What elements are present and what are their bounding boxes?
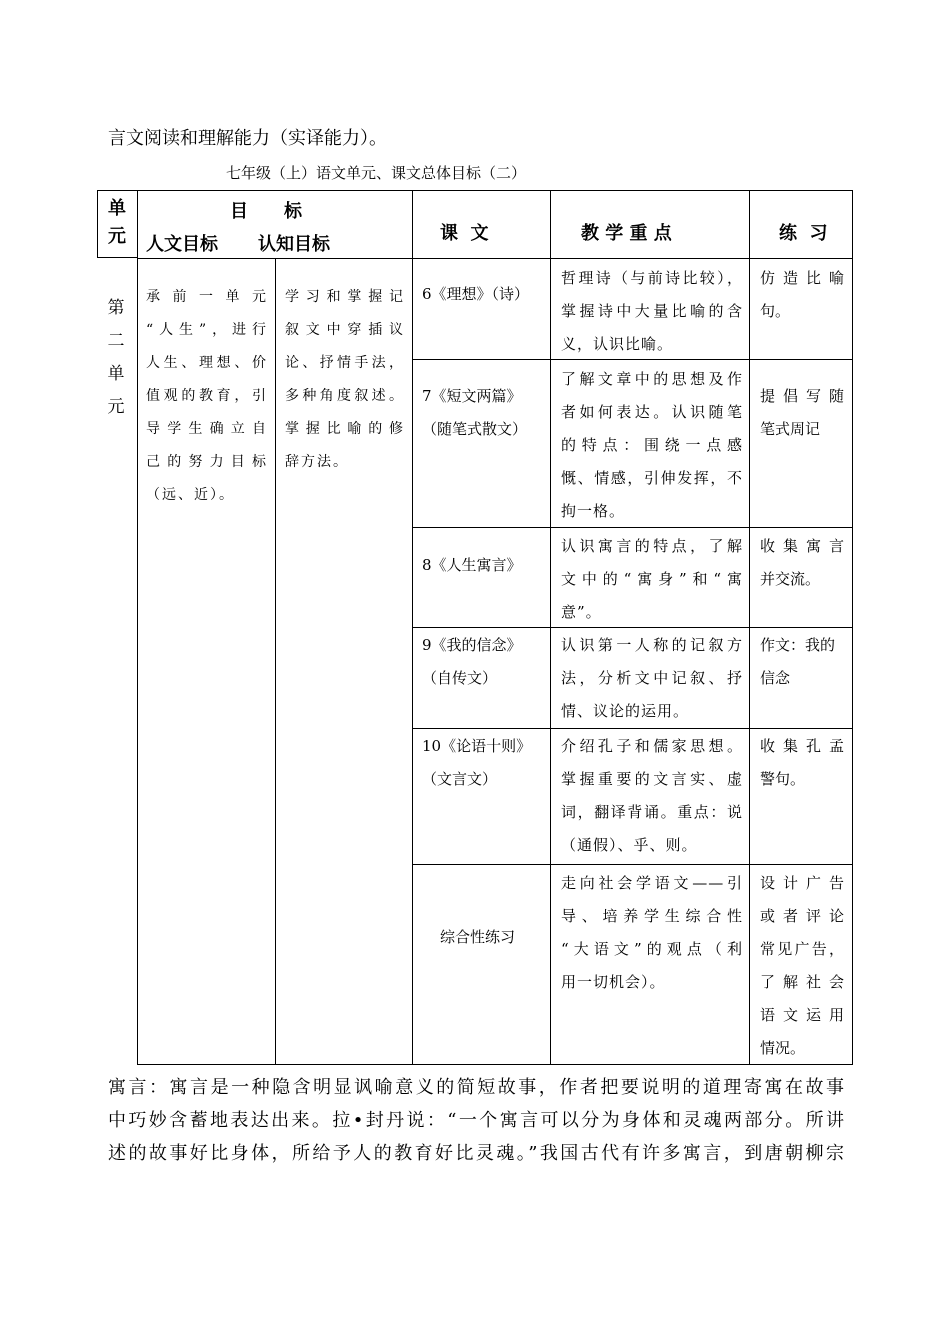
row-2-practice [760,380,844,446]
header-goal-cognitive: 认知目标 [258,234,330,255]
goal-line: 值观的教育，引 [146,388,268,404]
goal-line: 人生、理想、价 [146,355,268,371]
practice-line: 常见广告， [760,940,844,958]
row-5-practice [760,730,844,796]
table-border-left [97,190,98,258]
focus-line: 导、培养学生综合性 [561,907,743,925]
table-border-right [852,190,853,1065]
focus-line: 拘一格。 [561,502,626,520]
focus-line: 的特点：围绕一点感 [561,436,743,454]
row-5-focus [561,730,743,862]
focus-line: 掌握诗中大量比喻的含 [561,302,743,320]
goal-line: 己的努力目标 [146,454,268,470]
humanistic-goal [146,281,268,512]
table-rule [275,258,276,1065]
cognitive-goal [285,281,405,479]
practice-line: 警句。 [760,770,806,788]
text-line: 10《论语十则》 [422,737,532,755]
table-rule [97,257,137,258]
practice-line: 作文：我的 [760,636,836,654]
goal-line: 承 前 一 单 元 [146,289,268,305]
text-line: 9《我的信念》 [422,636,522,654]
table-rule [412,728,853,729]
table-border-top [97,190,853,191]
focus-line: 介绍孔子和儒家思想。 [561,737,743,755]
goal-line: 辞方法。 [285,454,349,470]
table-caption: 七年级（上）语文单元、课文总体目标（二） [226,164,527,182]
focus-line: 文中的“寓身”和“寓 [561,570,743,588]
row-1-practice [760,262,844,328]
table-rule [137,190,138,1065]
row-6-text [440,921,515,954]
row-5-text [422,730,531,796]
practice-line: 设计广告 [760,874,844,892]
practice-line: 收集孔孟 [760,737,844,755]
goal-line: （远、近）。 [146,487,235,503]
practice-line: 情况。 [760,1039,806,1057]
focus-line: 慨、情感，引伸发挥，不 [561,469,743,487]
header-goal-humanistic: 人文目标 [146,234,218,255]
table-header-rule [137,258,853,259]
focus-line: 认识寓言的特点，了解 [561,537,743,555]
goal-line: 学习和掌握记 [285,289,405,305]
table-rule [412,864,853,865]
table-rule [412,190,413,1065]
header-unit-char: 元 [108,226,126,247]
paragraph-line: 中巧妙含蓄地表达出来。拉•封丹说：“一个寓言可以分为身体和灵魂两部分。所讲 [108,1110,844,1131]
goal-line: 论、抒情手法， [285,355,405,371]
focus-line: 法，分析文中记叙、抒 [561,669,743,687]
table-rule [749,190,750,1065]
row-1-focus [561,262,743,361]
row-6-focus [561,867,743,999]
text-line: 6《理想》（诗） [422,285,530,303]
text-line: （文言文） [422,770,498,788]
header-focus: 教 学 重 点 [581,223,672,244]
focus-line: 掌握重要的文言实、虚 [561,770,743,788]
focus-line: “大语文”的观点（利 [561,940,743,958]
row-3-focus [561,530,743,629]
row-1-text [422,278,529,311]
unit-name-char: 元 [107,397,125,417]
practice-line: 笔式周记 [760,420,821,438]
focus-line: 用一切机会）。 [561,973,666,991]
row-4-text [422,629,522,695]
table-rule [550,190,551,1065]
row-3-practice [760,530,844,596]
practice-line: 收集寓言 [760,537,844,555]
focus-line: 义，认识比喻。 [561,335,674,353]
focus-line: 认识第一人称的记叙方 [561,636,743,654]
practice-line: 了解社会 [760,973,844,991]
practice-line: 语文运用 [760,1006,844,1024]
goal-line: “人生”，进行 [146,322,268,338]
unit-name-char: 二 [107,331,125,351]
goal-line: 掌握比喻的修 [285,421,405,437]
row-2-focus [561,363,743,528]
focus-line: 情、议论的运用。 [561,702,690,720]
text-line: 7《短文两篇》 [422,387,522,405]
header-practice: 练 习 [779,223,828,244]
text-line: 综合性练习 [440,928,516,946]
focus-line: 哲理诗（与前诗比较）， [561,269,743,287]
practice-line: 或者评论 [760,907,844,925]
body-paragraph [108,1071,844,1170]
row-6-practice [760,867,844,1065]
table-border-bottom [137,1064,853,1065]
focus-line: 词，翻译背诵。重点：说 [561,803,743,821]
text-line: 8《人生寓言》 [422,556,522,574]
text-line: （自传文） [422,669,498,687]
focus-line: 者如何表达。认识随笔 [561,403,743,421]
header-unit [108,195,126,251]
unit-name-char: 单 [107,364,125,384]
focus-line: （通假）、乎、则。 [561,836,698,854]
row-4-focus [561,629,743,728]
goal-line: 叙文中穿插议 [285,322,405,338]
unit-name [106,292,126,424]
focus-line: 走向社会学语文——引 [561,874,743,892]
row-2-text [422,380,527,446]
focus-line: 了解文章中的思想及作 [561,370,743,388]
unit-name-char: 第 [107,298,125,318]
goal-line: 多种角度叙述。 [285,388,405,404]
header-unit-char: 单 [108,198,126,219]
text-line: （随笔式散文） [422,420,528,438]
paragraph-line: 述的故事好比身体，所给予人的教育好比灵魂。”我国古代有许多寓言，到唐朝柳宗 [108,1143,844,1164]
header-goal: 目 标 [230,201,302,222]
focus-line: 意”。 [561,603,602,621]
practice-line: 提倡写随 [760,387,844,405]
practice-line: 信念 [760,669,791,687]
goal-line: 导学生确立自 [146,421,268,437]
text-line: 言文阅读和理解能力（实译能力）。 [108,128,387,149]
practice-line: 并交流。 [760,570,821,588]
header-text: 课 文 [440,223,489,244]
paragraph-line: 寓言：寓言是一种隐含明显讽喻意义的简短故事，作者把要说明的道理寄寓在故事 [108,1077,844,1098]
practice-line: 句。 [760,302,791,320]
practice-line: 仿造比喻 [760,269,844,287]
row-4-practice [760,629,844,695]
row-3-text [422,549,522,582]
